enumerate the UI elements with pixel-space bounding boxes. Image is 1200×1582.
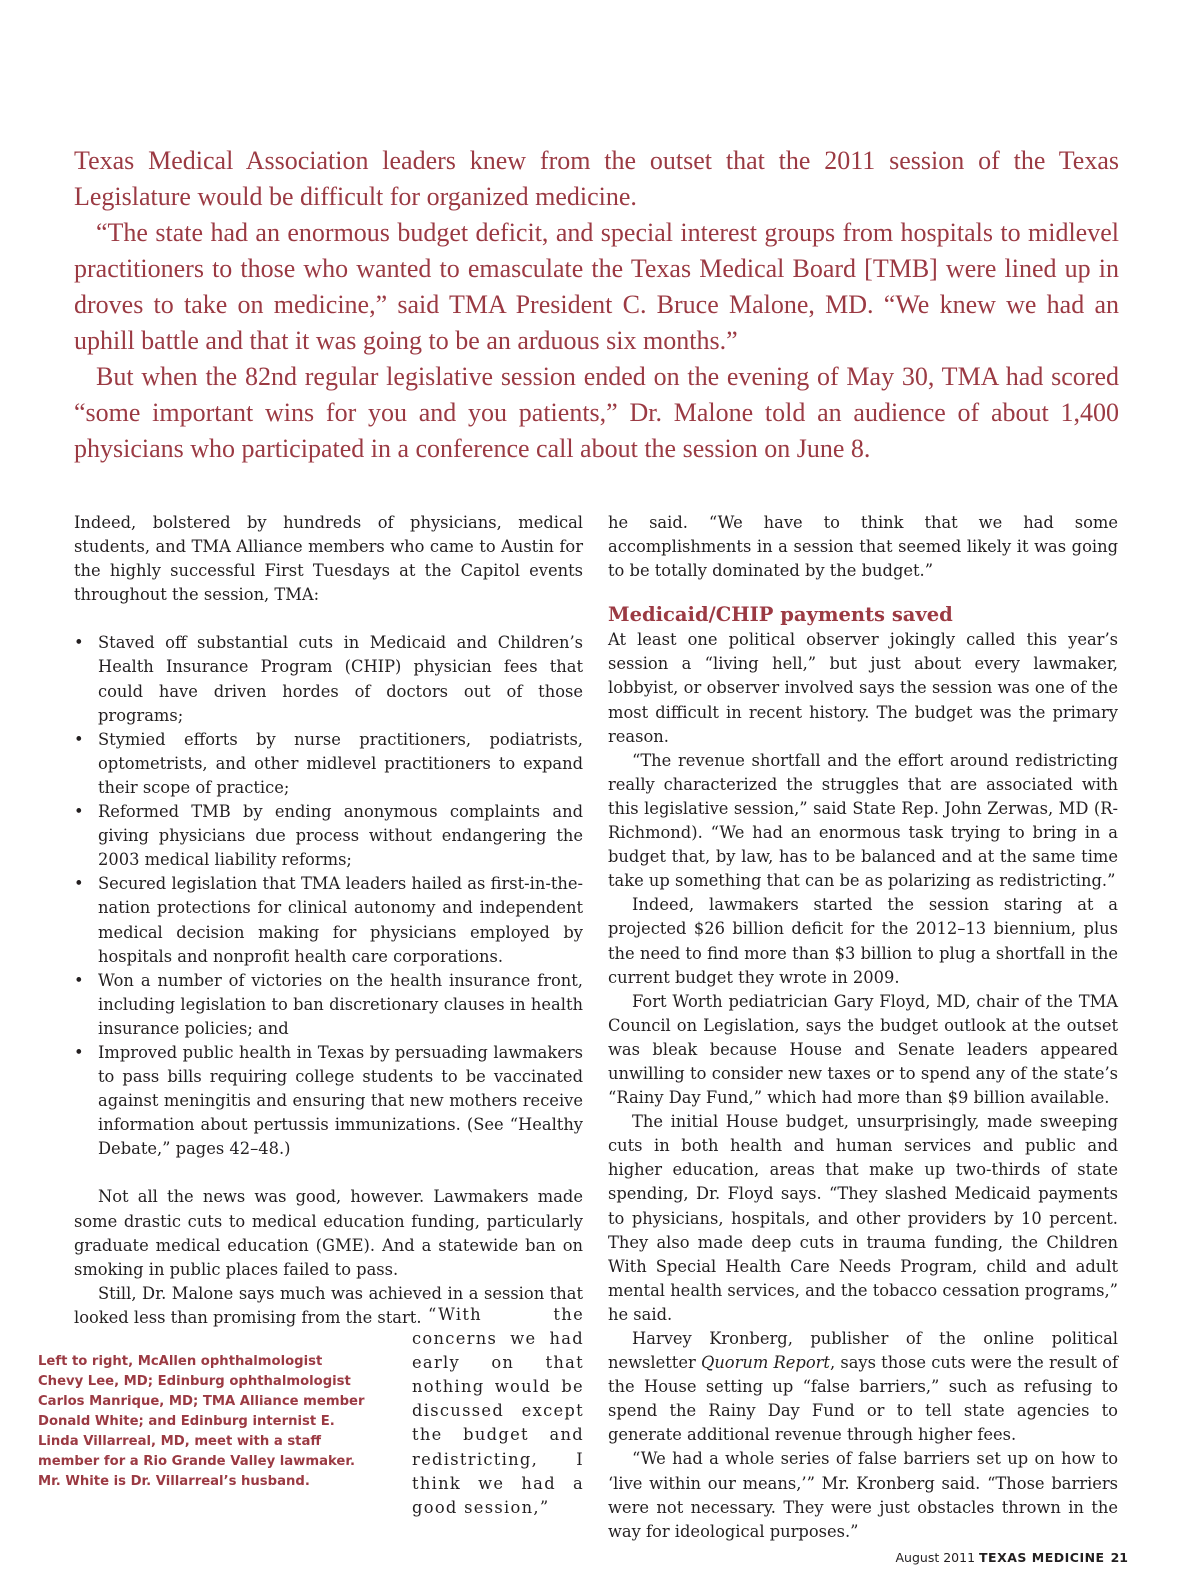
list-item: • Reformed TMB by ending anonymous complaints and giving physicians due process without endangering the 2003 medical liability reforms;	[74, 800, 583, 872]
left-column	[74, 511, 583, 1330]
list-item: • Secured legislation that TMA leaders hailed as first-in-the-nation protections for clinical autonomy and independent medical decision making for physicians employed by hospitals and nonprofit health care corporations.	[74, 872, 583, 968]
pull-quote	[412, 1303, 584, 1520]
body-paragraph	[608, 1327, 1118, 1447]
body-paragraph: Indeed, bolstered by hundreds of physicians, medical students, and TMA Alliance members who came to Austin for the highly successful First Tuesdays at the Capitol events throughout the session, TMA:	[74, 513, 583, 605]
intro-block	[74, 143, 1119, 467]
text-run: , says those cuts were the result of the House setting up “false barriers,” such as refusing to spend the Rainy Day Fund or to tell state agencies to generate additional revenue through higher fees.	[608, 1353, 1118, 1445]
list-item: • Stymied efforts by nurse practitioners, podiatrists, optometrists, and other midlevel practitioners to expand their scope of practice;	[74, 728, 583, 800]
list-item: • Won a number of victories on the health insurance front, including legislation to ban discretionary clauses in health insurance policies; and	[74, 969, 583, 1041]
body-paragraph: he said. “We have to think that we had some accomplishments in a session that seemed likely it was going to be totally dominated by the budget.”	[608, 513, 1118, 581]
right-column	[608, 511, 1118, 1544]
body-paragraph: Indeed, lawmakers started the session staring at a projected $26 billion deficit for the 2012–13 biennium, plus the need to find more than $3 billion to plug a shortfall in the current budget they wrote in 2009.	[608, 895, 1118, 987]
issue-date: August 2011	[895, 1550, 976, 1565]
body-paragraph: “The revenue shortfall and the effort around redistricting really characterized the struggles that are associated with this legislative session,” said State Rep. John Zerwas, MD (R-Richmond). “We had an enormous task trying to bring in a budget that, by law, has to be balanced and at the same time take up something that can be as polarizing as redistricting.”	[608, 750, 1118, 891]
body-paragraph: “We had a whole series of false barriers set up on how to ‘live within our means,’” Mr. Kronberg said. “Those barriers were not necessary. They were just obstacles thrown in the way for ideological purposes.”	[608, 1449, 1118, 1541]
publication-title: Quorum Report	[700, 1353, 830, 1373]
magazine-name: TEXAS MEDICINE	[979, 1550, 1105, 1565]
intro-paragraph: “The state had an enormous budget deficit, and special interest groups from hospitals to midlevel practitioners to those who wanted to emasculate the Texas Medical Board [TMB] were lined up in droves to take on medicine,” said TMA President C. Bruce Malone, MD. “We knew we had an uphill battle and that it was going to be an arduous six months.”	[74, 218, 1119, 355]
intro-paragraph: But when the 82nd regular legislative session ended on the evening of May 30, TMA had scored “some important wins for you and you patients,” Dr. Malone told an audience of about 1,400 physicians who participated in a conference call about the session on June 8.	[74, 362, 1119, 463]
list-item: • Staved off substantial cuts in Medicaid and Children’s Health Insurance Program (CHIP) physician fees that could have driven hordes of doctors out of those programs;	[74, 631, 583, 727]
intro-paragraph: Texas Medical Association leaders knew from the outset that the 2011 session of the Texas Legislature would be difficult for organized medicine.	[74, 146, 1119, 211]
photo-caption: Left to right, McAllen ophthalmologist Chevy Lee, MD; Edinburg ophthalmologist Carlos Manrique, MD; TMA Alliance member Donald White; and Edinburg internist E. Linda Villarreal, MD, meet with a staff member for a Rio Grande Valley lawmaker. Mr. White is Dr. Villarreal’s husband.	[38, 1354, 365, 1489]
pull-quote-text: “With the concerns we had early on that nothing would be discussed except the budget and redistricting, I think we had a good session,”	[412, 1305, 584, 1517]
accomplishments-list	[74, 631, 583, 1161]
page-number: 21	[1110, 1550, 1128, 1565]
section-subhead: Medicaid/CHIP payments saved	[608, 603, 953, 627]
body-paragraph: At least one political observer jokingly called this year’s session a “living hell,” but just about every lawmaker, lobbyist, or observer involved says the session was one of the most difficult in recent history. The budget was the primary reason.	[608, 630, 1118, 746]
body-paragraph: Not all the news was good, however. Lawmakers made some drastic cuts to medical education funding, particularly graduate medical education (GME). And a statewide ban on smoking in public places failed to pass.	[74, 1187, 583, 1279]
text-run: Harvey Kronberg, publisher of the online political newsletter	[608, 1329, 1118, 1373]
list-item: • Improved public health in Texas by persuading lawmakers to pass bills requiring college students to be vaccinated against meningitis and ensuring that new mothers receive information about pertussis immunizations. (See “Healthy Debate,” pages 42–48.)	[74, 1041, 583, 1161]
page-footer	[896, 1550, 1129, 1565]
body-paragraph: Still, Dr. Malone says much was achieved in a session that looked less than promising from the start.	[74, 1283, 583, 1327]
body-paragraph: The initial House budget, unsurprisingly, made sweeping cuts in both health and human services and public and higher education, areas that make up two-thirds of state spending, Dr. Floyd says. “They slashed Medicaid payments to physicians, hospitals, and other providers by 10 percent. They also made deep cuts in trauma funding, the Children With Special Health Care Needs Program, child and adult mental health services, and the tobacco cessation programs,” he said.	[608, 1112, 1118, 1324]
body-paragraph: Fort Worth pediatrician Gary Floyd, MD, chair of the TMA Council on Legislation, says the budget outlook at the outset was bleak because House and Senate leaders appeared unwilling to consider new taxes or to spend any of the state’s “Rainy Day Fund,” which had more than $9 billion available.	[608, 991, 1118, 1108]
